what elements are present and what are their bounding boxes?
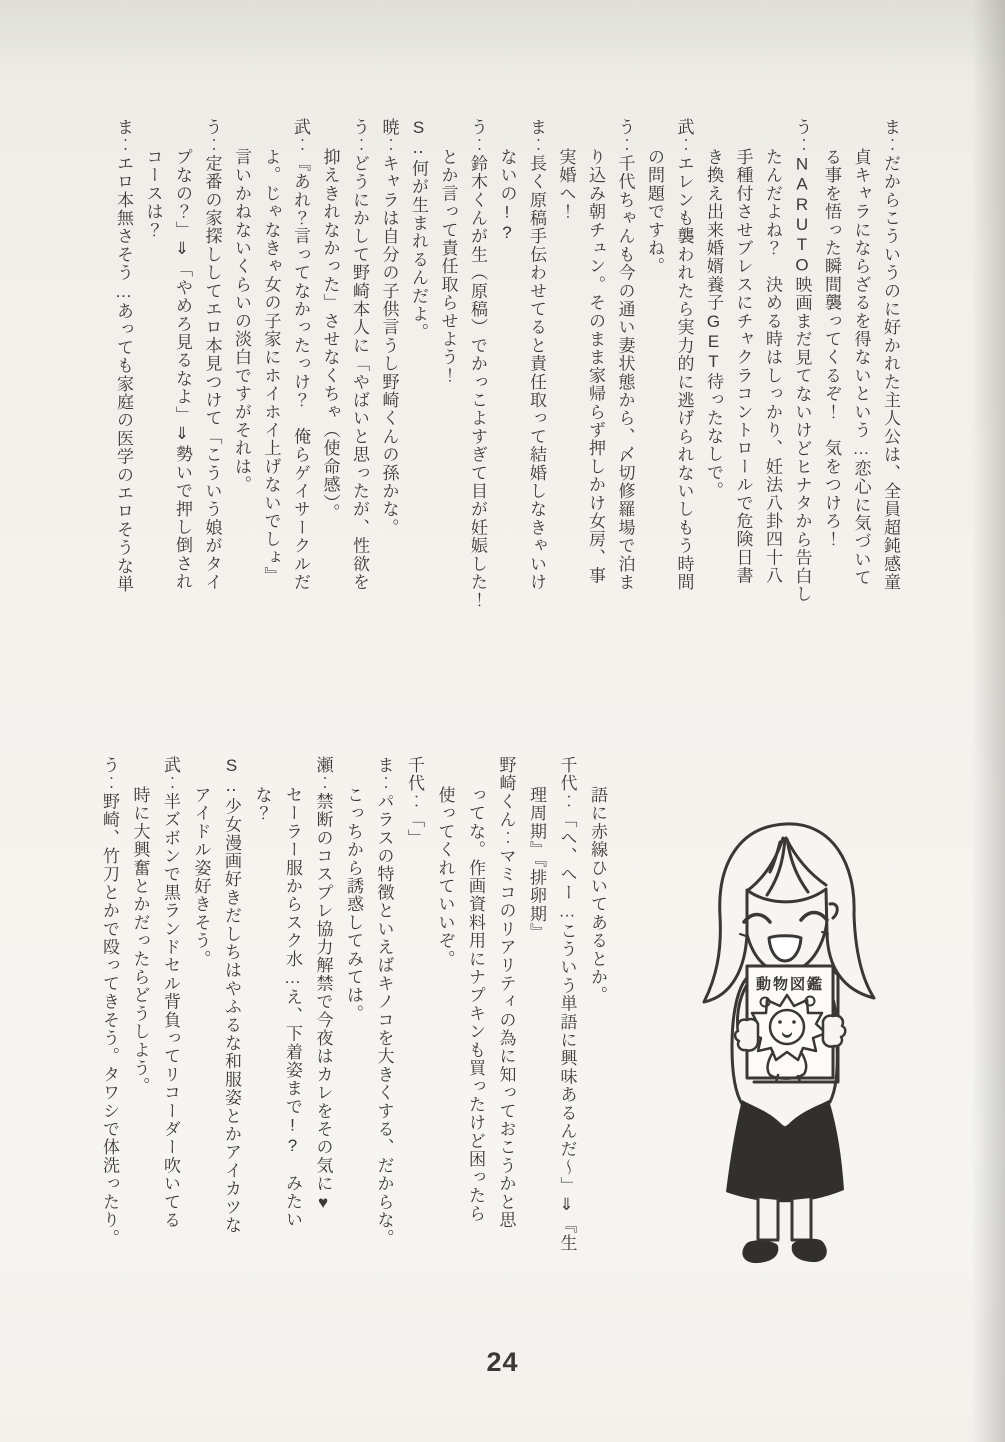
girl-shoe-right bbox=[792, 1239, 827, 1262]
text-column: コースは？ bbox=[143, 148, 163, 239]
upper-text-block bbox=[109, 118, 906, 674]
text-column: う‥千代ちゃんも今の通い妻状態から、〆切修羅場で泊ま bbox=[615, 118, 635, 592]
text-column: 貞キャラにならざるを得ないという…恋心に気づいて bbox=[851, 148, 871, 587]
text-column: ま‥だからこういうのに好かれた主人公は、全員超鈍感童 bbox=[881, 118, 900, 592]
text-column: う‥野崎、竹刀とかで殴ってきそう。タワシで体洗ったり。 bbox=[100, 756, 119, 1248]
girl-leg-left bbox=[758, 1198, 778, 1240]
girl-hand-left bbox=[735, 1019, 758, 1050]
scan-shadow-top bbox=[0, 0, 1005, 80]
text-column: こっちから誘惑してみては。 bbox=[344, 786, 363, 1023]
text-column: 時に大興奮とかだったらどうしよう。 bbox=[130, 786, 150, 1096]
text-column: 千代‥「へ、へー…こういう単語に興味あるんだ〜」⇓『生 bbox=[557, 756, 577, 1253]
text-column: 抑えきれなかった」させなくちゃ（使命感）。 bbox=[320, 148, 340, 522]
text-column: る事を悟った瞬間襲ってくるぞ！ 気をつけろ！ bbox=[822, 148, 841, 549]
girl-illustration bbox=[690, 812, 922, 1294]
text-column: な？ bbox=[252, 786, 272, 823]
text-column: の問題ですね。 bbox=[645, 148, 664, 276]
text-column: 言いかねないくらいの淡白ですがそれは。 bbox=[232, 148, 251, 494]
text-column: S‥何が生まれるんだよ。 bbox=[409, 118, 428, 342]
text-column: 実婚へ！ bbox=[556, 148, 576, 221]
text-column: う‥鈴木くんが生（原稿）でかっこよすぎて目が妊娠した！ bbox=[468, 118, 487, 610]
text-column: 暁‥キャラは自分の子供言うし野崎くんの孫かな。 bbox=[379, 118, 399, 537]
text-column: ってな。作画資料用にナプキンも買ったけど困ったら bbox=[466, 786, 485, 1223]
text-column: よ。じゃなきゃ女の子家にホイホイ上げないでしょ』 bbox=[261, 148, 281, 585]
text-column: う‥定番の家探ししてエロ本見つけて「こういう娘がタイ bbox=[202, 118, 222, 592]
text-column: 使ってくれていいぞ。 bbox=[435, 786, 455, 968]
text-column: 武‥エレンも襲われたら実力的に逃げられないしもう時間 bbox=[674, 118, 694, 592]
girl-drawing bbox=[690, 812, 922, 1294]
text-column: 理周期』『排卵期』 bbox=[527, 786, 546, 942]
text-column: う‥どうにかして野崎本人に「やばいと思ったが、性欲を bbox=[350, 118, 369, 592]
text-column: 瀬‥禁断のコスプレ協力解禁で今夜はカレをその気に♥ bbox=[313, 756, 333, 1213]
text-column: 千代‥「」 bbox=[405, 756, 424, 847]
text-column: り込み朝チュン。そのまま家帰らず押しかけ女房、事 bbox=[586, 148, 605, 585]
lion-face bbox=[770, 1010, 804, 1044]
girl-leg-right bbox=[792, 1198, 811, 1240]
text-column: 手種付させブレスにチャクラコントロールで危険日書 bbox=[733, 148, 753, 585]
girl-hand-right bbox=[823, 1016, 845, 1047]
text-column: う‥NARUTO映画まだ見てないけどヒナタから告白し bbox=[792, 118, 812, 604]
text-column: 語に赤線ひいてあるとか。 bbox=[588, 786, 607, 1005]
text-column: き換え出来婚婿養子GET待ったなしで。 bbox=[704, 148, 723, 500]
text-column: ま‥パラスの特徴といえばキノコを大きくする、だからな。 bbox=[374, 756, 394, 1248]
text-column: 武‥半ズボンで黒ランドセル背負ってリコーダー吹いてる bbox=[161, 756, 180, 1230]
text-column: ま‥エロ本無さそう…あっても家庭の医学のエロそうな単 bbox=[114, 118, 133, 594]
text-column: セーラー服からスク水…え、下着姿まで!? みたい bbox=[283, 786, 302, 1229]
book-title: 動物図鑑 bbox=[755, 976, 825, 993]
text-column: S‥少女漫画好きだしちはやふるな和服姿とかアイカツな bbox=[222, 756, 241, 1235]
text-column: 野崎くん‥マミコのリアリティの為に知っておこうかと思 bbox=[496, 756, 516, 1230]
lower-text-block bbox=[94, 756, 613, 1312]
page-number: 24 bbox=[486, 1347, 519, 1377]
scan-shadow-right bbox=[971, 0, 1005, 1442]
girl-shoe-left bbox=[742, 1240, 778, 1263]
text-column: ま‥長く原稿手伝わせてると責任取って結婚しなきゃいけ bbox=[527, 118, 546, 592]
text-column: ないの!? bbox=[497, 148, 517, 243]
text-column: プなの？」⇓「やめろ見るなよ」⇓勢いで押し倒され bbox=[173, 148, 192, 591]
text-column: 武‥『あれ？言ってなかったっけ？ 俺らゲイサークルだ bbox=[291, 118, 310, 592]
text-column: たんだよね？ 決める時はしっかり、妊法八卦四十八 bbox=[763, 148, 782, 585]
text-column: アイドル姿好きそう。 bbox=[191, 786, 211, 968]
text-column: とか言って責任取らせよう！ bbox=[438, 148, 458, 385]
